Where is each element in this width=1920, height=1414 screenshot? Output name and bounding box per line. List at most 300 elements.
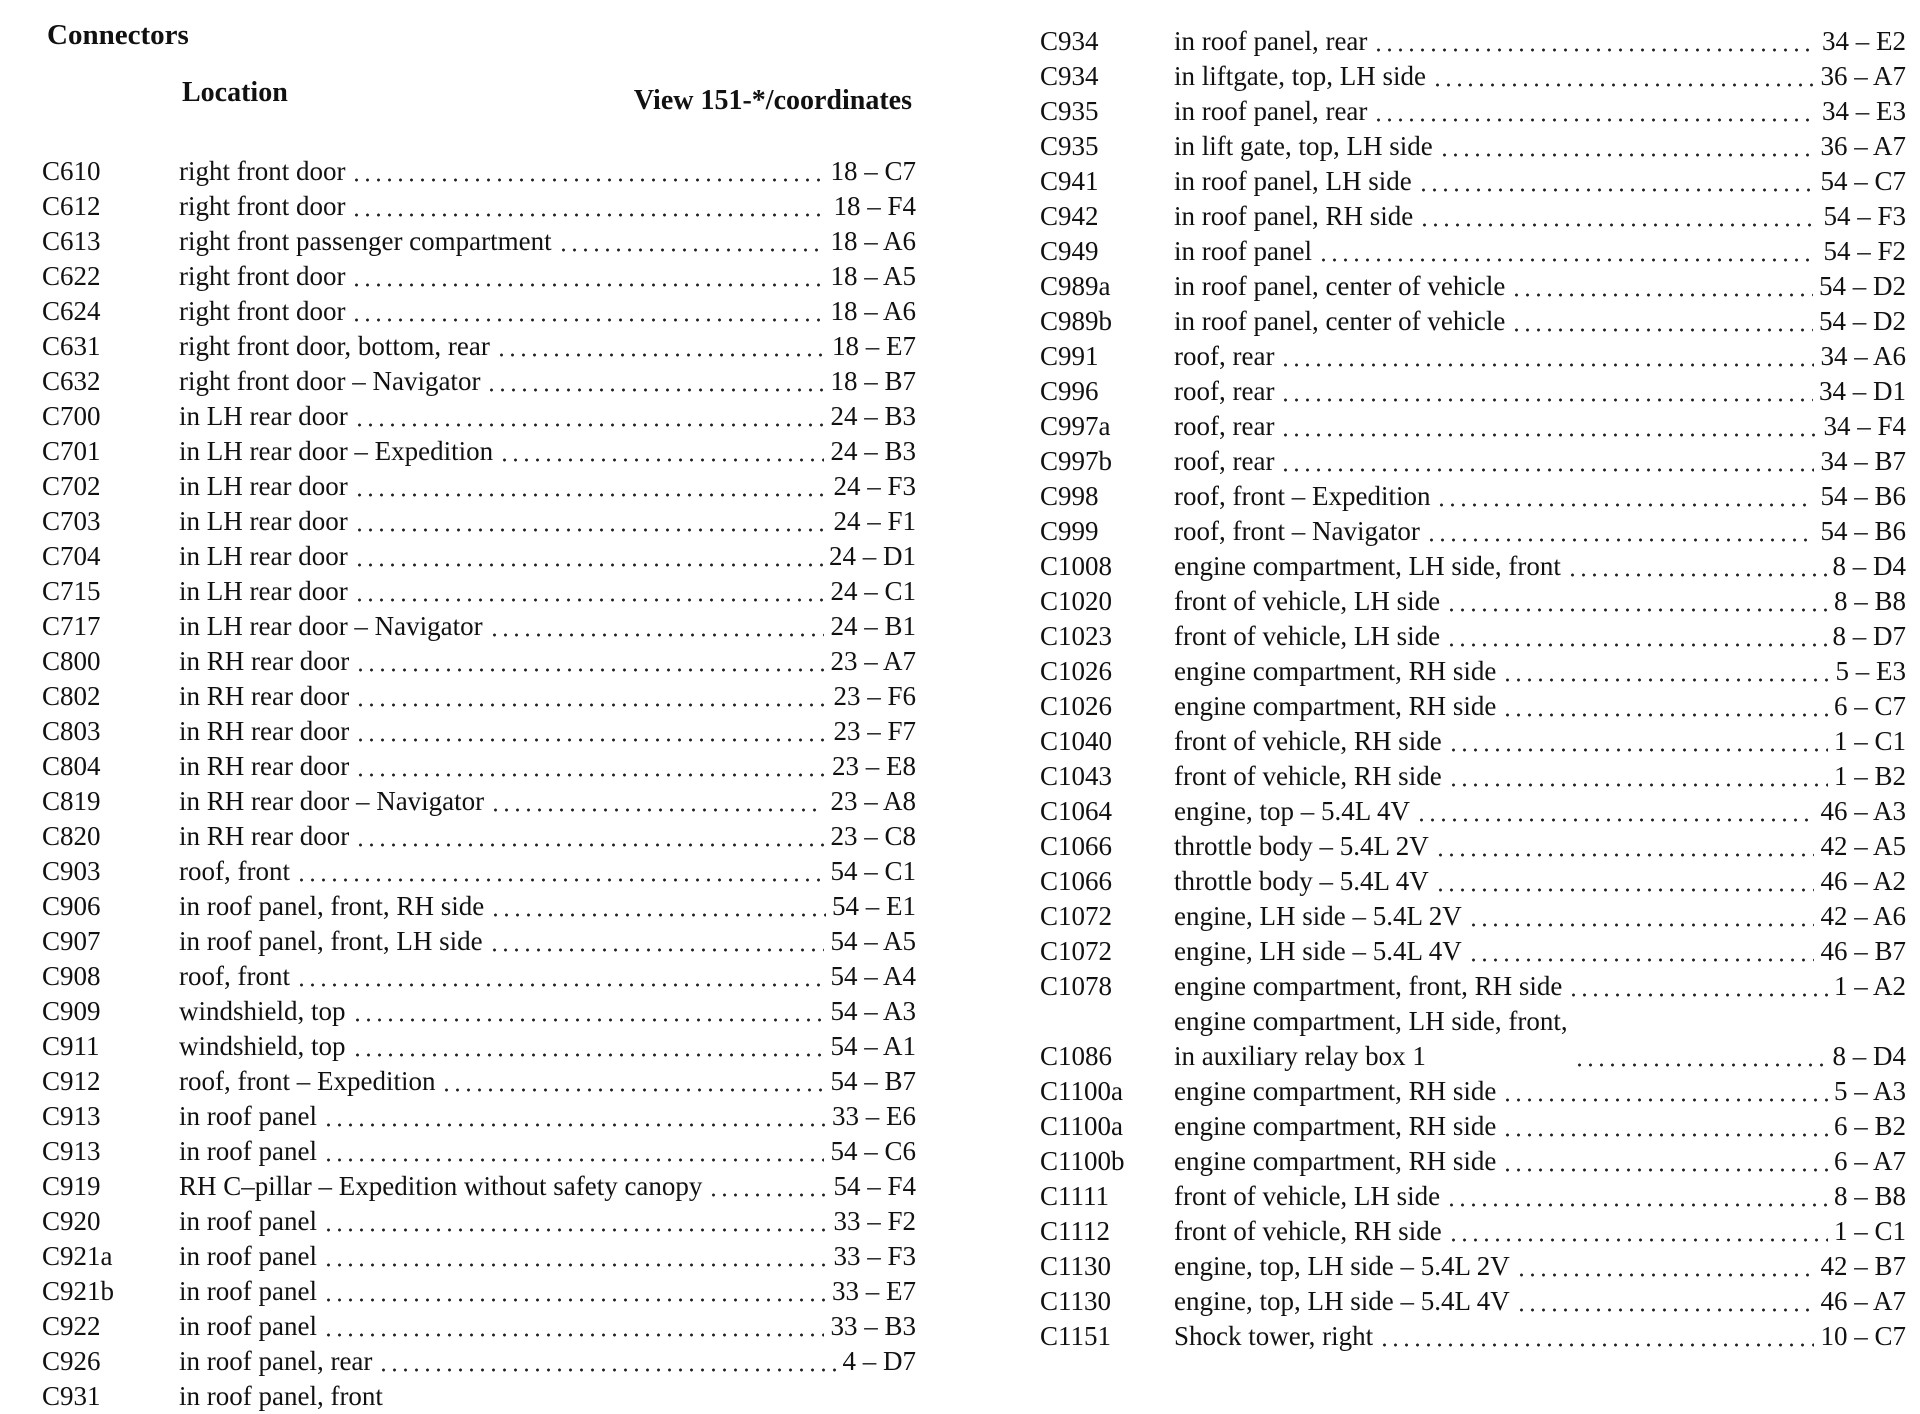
view-coordinate-ref: 23 – C8 [830, 821, 916, 851]
view-coordinate-ref: 54 – B7 [830, 1066, 916, 1096]
connector-row [42, 329, 916, 364]
connector-code: C622 [42, 261, 101, 291]
connector-code: C624 [42, 296, 101, 326]
dot-leader [1516, 1249, 1815, 1284]
dot-leader [1446, 619, 1826, 654]
connector-location-cell [179, 259, 830, 294]
connector-location-cell [179, 399, 830, 434]
dot-leader [1419, 199, 1817, 234]
dot-leader [1511, 304, 1813, 339]
connector-row [1040, 934, 1906, 969]
connector-location: in liftgate, top, LH side [1174, 61, 1426, 91]
connector-location-cell [1174, 94, 1822, 129]
connector-code: C1008 [1040, 551, 1113, 581]
connector-location-cell [179, 609, 830, 644]
connector-row [42, 959, 916, 994]
connector-row [42, 574, 916, 609]
connector-location: right front door [179, 261, 346, 291]
connector-row [42, 714, 916, 749]
connector-row [1040, 59, 1906, 94]
connector-location-cell [179, 644, 830, 679]
view-coordinate-ref: 1 – C1 [1833, 1216, 1906, 1246]
view-coordinate-ref: 18 – A6 [830, 296, 916, 326]
dot-leader [1435, 829, 1815, 864]
view-coordinate-ref: 24 – C1 [830, 576, 916, 606]
connector-code: C703 [42, 506, 101, 536]
connector-location-cell [179, 1344, 843, 1379]
view-coordinate-ref: 24 – B1 [830, 611, 916, 641]
dot-leader [323, 1134, 825, 1169]
view-coordinate-ref: 54 – F3 [1823, 201, 1906, 231]
connector-code: C922 [42, 1311, 101, 1341]
connector-location-cell [179, 1274, 832, 1309]
connector-location-cell [179, 434, 830, 469]
connector-location-cell [179, 1169, 833, 1204]
connector-code: C702 [42, 471, 101, 501]
connector-location: engine compartment, LH side, front [1174, 551, 1561, 581]
connector-location: in roof panel [1174, 236, 1312, 266]
view-coordinate-ref: 24 – B3 [830, 401, 916, 431]
connector-code: C1130 [1040, 1286, 1112, 1316]
dot-leader [378, 1344, 836, 1379]
connector-code: C1072 [1040, 901, 1113, 931]
view-coordinate-ref: 23 – F7 [833, 716, 916, 746]
connector-location-cell [1174, 444, 1820, 479]
connector-location-cell [1174, 1284, 1820, 1319]
connector-location-cell [1174, 199, 1823, 234]
view-coordinate-ref: 54 – C1 [830, 856, 916, 886]
connector-location-cell [1174, 619, 1833, 654]
dot-leader [351, 189, 827, 224]
connector-row [1040, 899, 1906, 934]
connector-code: C909 [42, 996, 101, 1026]
connector-location-cell [179, 504, 833, 539]
connector-code: C717 [42, 611, 101, 641]
view-coordinate-ref: 34 – F4 [1823, 411, 1906, 441]
dot-leader [558, 224, 825, 259]
dot-leader [1468, 934, 1815, 969]
dot-leader [1502, 1109, 1828, 1144]
connector-code: C920 [42, 1206, 101, 1236]
connector-location: in roof panel, front [179, 1381, 383, 1411]
connector-row [1040, 654, 1906, 689]
connector-code: C613 [42, 226, 101, 256]
connector-row [1040, 1109, 1906, 1144]
connector-code: C934 [1040, 26, 1099, 56]
connector-location: in lift gate, top, LH side [1174, 131, 1433, 161]
connector-location-cell [1174, 829, 1820, 864]
view-coordinate-ref: 54 – E1 [832, 891, 916, 921]
dot-leader [489, 924, 825, 959]
dot-leader [351, 154, 824, 189]
connector-location-cell [1174, 549, 1833, 584]
connector-location-cell [1174, 1319, 1820, 1354]
section-title: Connectors [47, 19, 189, 51]
connector-location: front of vehicle, RH side [1174, 761, 1442, 791]
connector-location-cell [1174, 164, 1820, 199]
dot-leader [355, 749, 826, 784]
connector-location: roof, rear [1174, 376, 1275, 406]
connector-code: C1151 [1040, 1321, 1112, 1351]
view-coordinate-ref: 36 – A7 [1820, 61, 1906, 91]
dot-leader [486, 364, 824, 399]
connector-location: in RH rear door [179, 681, 350, 711]
connector-location: engine compartment, RH side [1174, 1111, 1497, 1141]
dot-leader [355, 714, 827, 749]
connector-row [1040, 759, 1906, 794]
connector-location: in LH rear door [179, 471, 348, 501]
connector-location: engine, top, LH side – 5.4L 4V [1174, 1286, 1510, 1316]
view-coordinate-ref: 33 – F3 [833, 1241, 916, 1271]
connector-location: roof, front – Expedition [1174, 481, 1431, 511]
dot-leader [1448, 1214, 1828, 1249]
connector-row [42, 469, 916, 504]
connector-location: in roof panel, center of vehicle [1174, 306, 1506, 336]
dot-leader [351, 294, 824, 329]
view-coordinate-ref: 6 – A7 [1833, 1146, 1906, 1176]
connector-code: C612 [42, 191, 101, 221]
connector-location-cell [1174, 1144, 1834, 1179]
view-coordinate-ref: 8 – B8 [1833, 1181, 1906, 1211]
connector-location-cell [179, 1134, 830, 1169]
connector-row [1040, 829, 1906, 864]
connector-location-cell [1174, 514, 1820, 549]
connector-location: windshield, top [179, 1031, 346, 1061]
dot-leader [1435, 864, 1815, 899]
connector-location: Shock tower, right [1174, 1321, 1374, 1351]
view-coordinate-ref: 33 – B3 [830, 1311, 916, 1341]
view-coordinate-ref: 34 – B7 [1820, 446, 1906, 476]
view-coordinate-ref: 8 – D4 [1832, 1041, 1906, 1071]
view-coordinate-ref: 54 – C6 [830, 1136, 916, 1166]
view-coordinates-column-header: View 151-*/coordinates [633, 85, 912, 116]
view-coordinate-ref: 24 – B3 [830, 436, 916, 466]
connector-location: engine compartment, RH side [1174, 1076, 1497, 1106]
connector-location: in roof panel, LH side [1174, 166, 1412, 196]
view-coordinate-ref: 54 – A1 [830, 1031, 916, 1061]
connector-row [1040, 689, 1906, 724]
dot-leader [1318, 234, 1818, 269]
connector-row [1040, 514, 1906, 549]
connector-location-cell [1174, 584, 1834, 619]
dot-leader [441, 1064, 824, 1099]
connector-location: in RH rear door [179, 716, 350, 746]
connector-row [42, 399, 916, 434]
connector-location-cell [1174, 59, 1820, 94]
connector-code: C1111 [1040, 1181, 1110, 1211]
view-coordinate-ref: 6 – C7 [1833, 691, 1906, 721]
dot-leader [1574, 1039, 1827, 1074]
dot-leader [490, 784, 824, 819]
connector-row [1040, 24, 1906, 59]
view-coordinate-ref: 5 – E3 [1835, 656, 1906, 686]
connector-location: in roof panel, rear [1174, 26, 1368, 56]
dot-leader [352, 994, 825, 1029]
connector-row [1040, 1074, 1906, 1109]
dot-leader [323, 1239, 828, 1274]
connector-location-cell [1174, 1004, 1833, 1074]
connector-location: in roof panel, front, RH side [179, 891, 485, 921]
connector-row [1040, 304, 1906, 339]
connector-location: engine compartment, LH side, front, in auxiliary relay box 1 [1174, 1006, 1568, 1071]
connector-location-cell [1174, 339, 1820, 374]
connector-code: C1100a [1040, 1076, 1123, 1106]
connector-code: C803 [42, 716, 101, 746]
connector-location-cell [1174, 794, 1820, 829]
connector-location: in LH rear door [179, 401, 348, 431]
connector-row [42, 1029, 916, 1064]
connector-location: roof, front [179, 856, 290, 886]
view-coordinate-ref: 1 – B2 [1833, 761, 1906, 791]
connector-row [42, 434, 916, 469]
connector-location-cell [1174, 759, 1834, 794]
view-coordinate-ref: 54 – F2 [1823, 236, 1906, 266]
connector-code: C1026 [1040, 691, 1113, 721]
dot-leader [490, 889, 826, 924]
connector-location: front of vehicle, RH side [1174, 726, 1442, 756]
connector-code: C819 [42, 786, 101, 816]
dot-leader [355, 819, 824, 854]
connector-code: C802 [42, 681, 101, 711]
connector-row [1040, 339, 1906, 374]
connector-row [1040, 864, 1906, 899]
connector-location: in roof panel [179, 1206, 317, 1236]
connector-code: C610 [42, 156, 101, 186]
connector-code: C996 [1040, 376, 1099, 406]
connector-location-cell [179, 679, 833, 714]
dot-leader [1373, 94, 1816, 129]
dot-leader [1567, 549, 1827, 584]
connector-location: in roof panel [179, 1241, 317, 1271]
view-coordinate-ref: 46 – B7 [1820, 936, 1906, 966]
connector-location: throttle body – 5.4L 4V [1174, 866, 1429, 896]
connector-location-cell [1174, 1109, 1834, 1144]
dot-leader [1280, 374, 1813, 409]
connector-location: in roof panel, rear [1174, 96, 1368, 126]
connector-row [1040, 969, 1906, 1004]
view-coordinate-ref: 54 – D2 [1819, 306, 1906, 336]
view-coordinate-ref: 54 – A3 [830, 996, 916, 1026]
dot-leader [354, 539, 823, 574]
connector-location-cell [1174, 864, 1820, 899]
dot-leader [1502, 654, 1829, 689]
connector-code: C989b [1040, 306, 1113, 336]
connector-code: C631 [42, 331, 101, 361]
connector-row [1040, 479, 1906, 514]
connector-row [42, 994, 916, 1029]
view-coordinate-ref: 24 – D1 [829, 541, 916, 571]
connector-location-cell [1174, 269, 1819, 304]
connector-code: C820 [42, 821, 101, 851]
connector-row [1040, 794, 1906, 829]
connector-location: engine compartment, RH side [1174, 691, 1497, 721]
connector-location: front of vehicle, LH side [1174, 586, 1441, 616]
connector-location: engine, LH side – 5.4L 4V [1174, 936, 1462, 966]
view-coordinate-ref: 5 – A3 [1833, 1076, 1906, 1106]
connector-location: engine, LH side – 5.4L 2V [1174, 901, 1462, 931]
dot-leader [1439, 129, 1815, 164]
dot-leader [351, 259, 824, 294]
connector-location: in LH rear door [179, 541, 348, 571]
connector-code: C913 [42, 1136, 101, 1166]
connector-code: C1040 [1040, 726, 1113, 756]
dot-leader [1511, 269, 1813, 304]
view-coordinate-ref: 42 – A5 [1820, 831, 1906, 861]
connector-location: roof, rear [1174, 341, 1275, 371]
connector-code: C913 [42, 1101, 101, 1131]
connector-location: RH C–pillar – Expedition without safety canopy [179, 1171, 703, 1201]
connector-row [1040, 724, 1906, 759]
connector-location-cell [179, 154, 830, 189]
connector-code: C935 [1040, 96, 1099, 126]
connector-location-cell [1174, 1214, 1834, 1249]
view-coordinate-ref: 23 – E8 [832, 751, 916, 781]
connector-location-cell [179, 224, 830, 259]
dot-leader [354, 574, 825, 609]
connector-location-cell [1174, 304, 1819, 339]
connector-location-cell [1174, 654, 1836, 689]
connector-row [42, 539, 916, 574]
connector-row [1040, 1319, 1906, 1354]
dot-leader [296, 854, 825, 889]
view-coordinate-ref: 23 – A7 [830, 646, 916, 676]
connector-location-cell [1174, 1249, 1820, 1284]
connector-row [42, 294, 916, 329]
view-coordinate-ref: 18 – C7 [830, 156, 916, 186]
dot-leader [1568, 969, 1828, 1004]
connector-code: C1064 [1040, 796, 1113, 826]
connector-row [1040, 549, 1906, 584]
connector-location: engine, top, LH side – 5.4L 2V [1174, 1251, 1510, 1281]
view-coordinate-ref: 54 – B6 [1820, 481, 1906, 511]
connector-row [42, 1239, 916, 1274]
connector-location: roof, front – Expedition [179, 1066, 436, 1096]
dot-leader [355, 644, 824, 679]
connector-location-cell [179, 1204, 833, 1239]
connector-row [1040, 1144, 1906, 1179]
view-coordinate-ref: 24 – F1 [833, 506, 916, 536]
left-connector-column [42, 154, 916, 1414]
dot-leader [296, 959, 825, 994]
connector-location: in roof panel [179, 1101, 317, 1131]
view-coordinate-ref: 33 – E7 [832, 1276, 916, 1306]
dot-leader [1418, 164, 1815, 199]
view-coordinate-ref: 54 – A5 [830, 926, 916, 956]
dot-leader [1502, 1144, 1828, 1179]
connector-location-cell [179, 714, 833, 749]
connector-location-cell [1174, 409, 1823, 444]
connector-location: roof, front – Navigator [1174, 516, 1420, 546]
view-coordinate-ref: 23 – A8 [830, 786, 916, 816]
connector-row [1040, 444, 1906, 479]
connector-row [42, 679, 916, 714]
connector-location-cell [179, 1239, 833, 1274]
view-coordinate-ref: 18 – E7 [832, 331, 916, 361]
connector-location: right front door [179, 296, 346, 326]
view-coordinate-ref: 46 – A2 [1820, 866, 1906, 896]
view-coordinate-ref: 36 – A7 [1820, 131, 1906, 161]
view-coordinate-ref: 33 – E6 [832, 1101, 916, 1131]
view-coordinate-ref: 34 – E2 [1822, 26, 1906, 56]
connector-row [1040, 199, 1906, 234]
connector-row [1040, 164, 1906, 199]
connector-location: in roof panel [179, 1276, 317, 1306]
connector-row [1040, 94, 1906, 129]
connector-code: C1100b [1040, 1146, 1125, 1176]
view-coordinate-ref: 42 – B7 [1820, 1251, 1906, 1281]
connector-location: roof, rear [1174, 446, 1275, 476]
connector-code: C919 [42, 1171, 101, 1201]
connector-location-cell [179, 854, 830, 889]
connector-location-cell [179, 574, 830, 609]
connector-code: C934 [1040, 61, 1099, 91]
view-coordinate-ref: 34 – A6 [1820, 341, 1906, 371]
connector-row [1040, 1284, 1906, 1319]
connector-code: C632 [42, 366, 101, 396]
dot-leader [496, 329, 826, 364]
connector-code: C1100a [1040, 1111, 1123, 1141]
connector-row [42, 1309, 916, 1344]
connector-row [42, 1344, 916, 1379]
connector-location: right front door, bottom, rear [179, 331, 490, 361]
dot-leader [355, 679, 827, 714]
view-coordinate-ref: 6 – B2 [1833, 1111, 1906, 1141]
dot-leader [1502, 1074, 1828, 1109]
connector-code: C989a [1040, 271, 1111, 301]
connector-location: front of vehicle, RH side [1174, 1216, 1442, 1246]
connector-location: in roof panel [179, 1136, 317, 1166]
connector-code: C1086 [1040, 1041, 1113, 1071]
connector-location: right front door – Navigator [179, 366, 481, 396]
connector-row [42, 819, 916, 854]
connector-location: roof, front [179, 961, 290, 991]
connector-location: in LH rear door [179, 576, 348, 606]
connector-location: in RH rear door [179, 646, 350, 676]
connector-location-cell [1174, 234, 1823, 269]
connector-location-cell [179, 1064, 830, 1099]
connector-code: C1112 [1040, 1216, 1111, 1246]
connector-location: engine, top – 5.4L 4V [1174, 796, 1410, 826]
dot-leader [354, 399, 825, 434]
connector-location-cell [179, 959, 830, 994]
connector-location: engine compartment, RH side [1174, 656, 1497, 686]
connector-location: in LH rear door – Expedition [179, 436, 494, 466]
connector-row [42, 504, 916, 539]
connector-location-cell [1174, 129, 1820, 164]
connector-location: in RH rear door [179, 751, 350, 781]
connector-location-cell [1174, 969, 1834, 1004]
connector-row [1040, 374, 1906, 409]
connector-code: C991 [1040, 341, 1099, 371]
connector-location: engine compartment, front, RH side [1174, 971, 1563, 1001]
view-coordinate-ref: 8 – D7 [1832, 621, 1906, 651]
dot-leader [1448, 724, 1828, 759]
dot-leader [1502, 689, 1828, 724]
connector-row [42, 1064, 916, 1099]
connector-location-cell [1174, 899, 1820, 934]
dot-leader [1446, 1179, 1828, 1214]
view-coordinate-ref: 4 – D7 [842, 1346, 916, 1376]
connector-code: C1066 [1040, 831, 1113, 861]
connector-row [42, 784, 916, 819]
dot-leader [1468, 899, 1815, 934]
dot-leader [354, 469, 828, 504]
connector-location-cell [1174, 1179, 1834, 1214]
location-column-header: Location [182, 77, 288, 108]
connector-location-cell [179, 749, 832, 784]
connector-location-cell [179, 294, 830, 329]
view-coordinate-ref: 54 – F4 [833, 1171, 916, 1201]
